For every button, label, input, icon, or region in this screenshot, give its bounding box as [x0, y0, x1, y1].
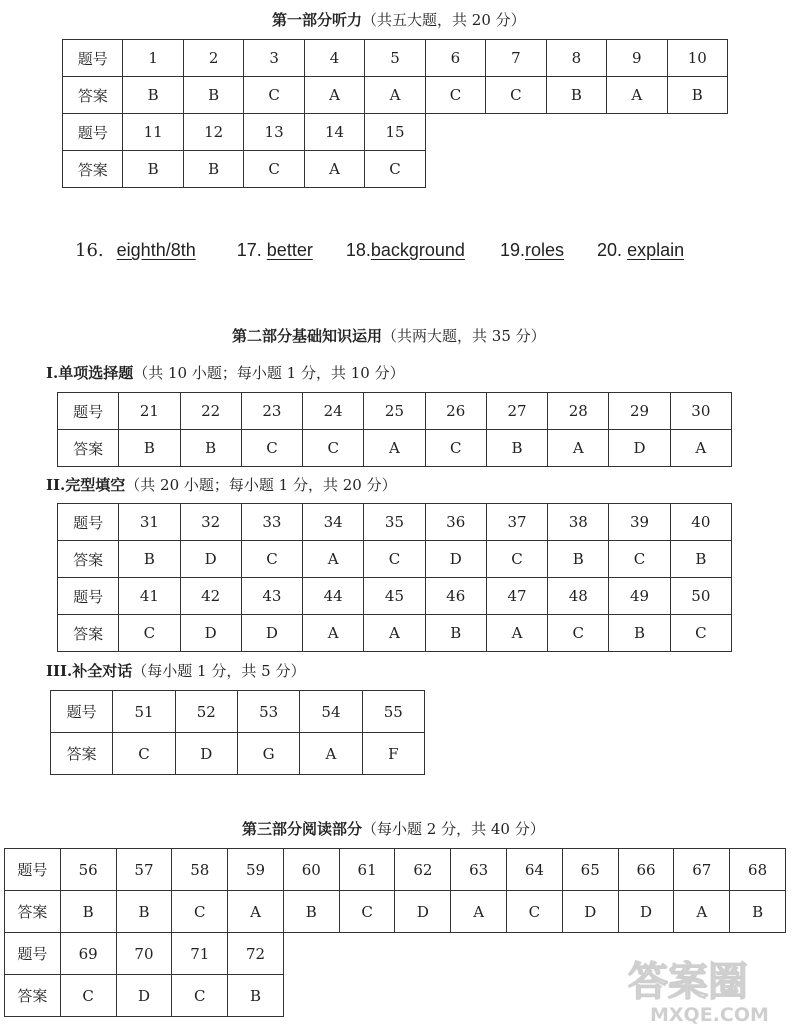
fill-item-18: 18.background: [345, 240, 465, 260]
row-header-cell: 答案: [58, 430, 119, 467]
answer-cell: 32: [180, 504, 241, 541]
answer-cell: 54: [300, 691, 362, 733]
answer-cell: 25: [364, 393, 425, 430]
row-header-cell: 答案: [58, 615, 119, 652]
answer-cell: 60: [283, 849, 339, 891]
empty-cell: [607, 114, 667, 151]
answer-cell: C: [339, 891, 395, 933]
table-row: [63, 114, 728, 151]
answer-cell: C: [486, 541, 547, 578]
answer-cell: 40: [670, 504, 731, 541]
empty-cell: [451, 933, 507, 975]
answer-cell: A: [304, 77, 364, 114]
answer-cell: B: [123, 77, 183, 114]
answer-cell: C: [364, 541, 425, 578]
answer-cell: B: [183, 77, 243, 114]
answer-cell: D: [180, 541, 241, 578]
row-header-cell: 题号: [5, 933, 61, 975]
answer-cell: C: [365, 151, 425, 188]
answer-cell: 28: [548, 393, 609, 430]
answer-cell: A: [364, 430, 425, 467]
answer-cell: B: [730, 891, 786, 933]
watermark-main-text: 答案圈: [628, 959, 748, 1005]
answer-cell: 59: [228, 849, 284, 891]
empty-cell: [395, 933, 451, 975]
empty-cell: [562, 975, 618, 1017]
answer-cell: 37: [486, 504, 547, 541]
fill-in-answers: [75, 240, 684, 261]
answer-cell: A: [364, 615, 425, 652]
answer-cell: 12: [183, 114, 243, 151]
answer-cell: 39: [609, 504, 670, 541]
empty-cell: [507, 933, 563, 975]
empty-cell: [283, 933, 339, 975]
row-header-cell: 答案: [5, 975, 61, 1017]
answer-cell: B: [119, 430, 180, 467]
row-header-cell: 题号: [63, 40, 123, 77]
answer-cell: 31: [119, 504, 180, 541]
fill-item-17: 17. better: [236, 240, 313, 260]
empty-cell: [486, 114, 546, 151]
answer-cell: 33: [241, 504, 302, 541]
answer-cell: A: [365, 77, 425, 114]
answer-cell: 7: [486, 40, 546, 77]
answer-cell: C: [172, 891, 228, 933]
empty-cell: [667, 151, 727, 188]
answer-cell: B: [546, 77, 606, 114]
answer-cell: C: [241, 541, 302, 578]
answer-cell: 49: [609, 578, 670, 615]
answer-cell: 5: [365, 40, 425, 77]
answer-cell: G: [237, 733, 299, 775]
answer-cell: A: [451, 891, 507, 933]
answer-cell: 27: [486, 393, 547, 430]
answer-cell: 2: [183, 40, 243, 77]
answer-cell: 66: [618, 849, 674, 891]
answer-cell: C: [548, 615, 609, 652]
answer-cell: 61: [339, 849, 395, 891]
answer-cell: B: [486, 430, 547, 467]
answer-cell: 47: [486, 578, 547, 615]
answer-cell: 69: [60, 933, 116, 975]
empty-cell: [546, 151, 606, 188]
table-row: [58, 541, 732, 578]
answer-cell: B: [183, 151, 243, 188]
answer-cell: 42: [180, 578, 241, 615]
answer-cell: 71: [172, 933, 228, 975]
row-header-cell: 答案: [58, 541, 119, 578]
answer-cell: 34: [303, 504, 364, 541]
row-header-cell: 题号: [63, 114, 123, 151]
answer-cell: C: [119, 615, 180, 652]
answer-cell: 70: [116, 933, 172, 975]
sec3-answer-table: [50, 690, 425, 775]
answer-cell: D: [116, 975, 172, 1017]
answer-cell: A: [300, 733, 362, 775]
sec1-answer-table: [57, 392, 732, 467]
fill-answer: explain: [627, 240, 685, 260]
empty-cell: [486, 151, 546, 188]
answer-cell: 67: [674, 849, 730, 891]
answer-cell: A: [674, 891, 730, 933]
answer-cell: 3: [244, 40, 304, 77]
answer-cell: A: [548, 430, 609, 467]
answer-cell: C: [244, 151, 304, 188]
answer-cell: D: [425, 541, 486, 578]
answer-cell: D: [618, 891, 674, 933]
part2-title-text: 第二部分基础知识运用: [232, 327, 383, 345]
answer-cell: D: [180, 615, 241, 652]
table-row: [63, 40, 728, 77]
answer-cell: A: [304, 151, 364, 188]
answer-cell: B: [670, 541, 731, 578]
answer-cell: 68: [730, 849, 786, 891]
answer-cell: C: [60, 975, 116, 1017]
answer-cell: 48: [548, 578, 609, 615]
sec2-title: II.完型填空（共 20 小题；每小题 1 分，共 20 分）: [46, 476, 397, 494]
answer-cell: 36: [425, 504, 486, 541]
row-header-cell: 题号: [58, 504, 119, 541]
answer-cell: B: [60, 891, 116, 933]
answer-cell: B: [425, 615, 486, 652]
answer-cell: A: [303, 541, 364, 578]
fill-answer: background: [370, 240, 465, 260]
answer-cell: 23: [241, 393, 302, 430]
answer-cell: B: [119, 541, 180, 578]
answer-cell: 11: [123, 114, 183, 151]
answer-cell: B: [667, 77, 727, 114]
answer-cell: D: [562, 891, 618, 933]
answer-cell: 44: [303, 578, 364, 615]
table-row: [58, 430, 732, 467]
empty-cell: [667, 114, 727, 151]
part3-title: [242, 818, 545, 839]
answer-cell: 29: [609, 393, 670, 430]
answer-cell: 45: [364, 578, 425, 615]
answer-cell: 50: [670, 578, 731, 615]
answer-cell: 26: [425, 393, 486, 430]
part3-title-note: （每小题 2 分，共 40 分）: [362, 820, 545, 838]
answer-cell: A: [303, 615, 364, 652]
fill-item-19: 19.roles: [499, 240, 565, 260]
table-row: [58, 504, 732, 541]
answer-cell: B: [609, 615, 670, 652]
answer-cell: 43: [241, 578, 302, 615]
answer-cell: 14: [304, 114, 364, 151]
answer-cell: 57: [116, 849, 172, 891]
answer-cell: 72: [228, 933, 284, 975]
answer-cell: D: [395, 891, 451, 933]
fill-item-20: 20. explain: [597, 240, 685, 260]
row-header-cell: 答案: [51, 733, 113, 775]
fill-answer: eighth/8th: [116, 240, 196, 260]
answer-cell: A: [670, 430, 731, 467]
sec3-title: III.补全对话（每小题 1 分，共 5 分）: [46, 662, 306, 680]
empty-cell: [507, 975, 563, 1017]
answer-cell: 13: [244, 114, 304, 151]
answer-cell: C: [241, 430, 302, 467]
answer-cell: C: [486, 77, 546, 114]
empty-cell: [425, 151, 485, 188]
watermark-sub-text: MXQE.COM: [650, 1004, 769, 1025]
answer-cell: 53: [237, 691, 299, 733]
answer-cell: A: [228, 891, 284, 933]
answer-cell: B: [548, 541, 609, 578]
part2-title: [232, 325, 546, 346]
fill-answer: better: [266, 240, 313, 260]
empty-cell: [546, 114, 606, 151]
answer-cell: C: [609, 541, 670, 578]
answer-cell: 22: [180, 393, 241, 430]
empty-cell: [451, 975, 507, 1017]
table-row: [51, 733, 425, 775]
answer-cell: 62: [395, 849, 451, 891]
fill-answer: roles: [525, 240, 565, 260]
answer-cell: 8: [546, 40, 606, 77]
answer-cell: 38: [548, 504, 609, 541]
part1-title-note: （共五大题，共 20 分）: [362, 11, 526, 29]
sec1-title: I.单项选择题（共 10 小题；每小题 1 分，共 10 分）: [46, 364, 405, 382]
empty-cell: [339, 975, 395, 1017]
empty-cell: [395, 975, 451, 1017]
answer-cell: 63: [451, 849, 507, 891]
part1-title: [272, 9, 526, 30]
answer-cell: 24: [303, 393, 364, 430]
answer-cell: A: [486, 615, 547, 652]
answer-cell: B: [283, 891, 339, 933]
answer-cell: 6: [425, 40, 485, 77]
answer-cell: 9: [607, 40, 667, 77]
part3-title-text: 第三部分阅读部分: [242, 820, 363, 838]
answer-cell: C: [244, 77, 304, 114]
watermark-logo: [620, 945, 790, 1025]
answer-cell: 1: [123, 40, 183, 77]
table-row: [5, 891, 786, 933]
answer-cell: 56: [60, 849, 116, 891]
table-row: [51, 691, 425, 733]
part1-answer-table: [62, 39, 728, 188]
empty-cell: [562, 933, 618, 975]
answer-cell: C: [425, 77, 485, 114]
row-header-cell: 题号: [58, 393, 119, 430]
answer-cell: C: [670, 615, 731, 652]
answer-cell: B: [228, 975, 284, 1017]
answer-cell: 64: [507, 849, 563, 891]
answer-cell: D: [609, 430, 670, 467]
table-row: [58, 578, 732, 615]
answer-cell: A: [607, 77, 667, 114]
table-row: [58, 393, 732, 430]
row-header-cell: 题号: [58, 578, 119, 615]
answer-cell: B: [180, 430, 241, 467]
answer-cell: C: [172, 975, 228, 1017]
answer-cell: 15: [365, 114, 425, 151]
answer-cell: D: [241, 615, 302, 652]
row-header-cell: 答案: [63, 151, 123, 188]
answer-cell: 30: [670, 393, 731, 430]
row-header-cell: 答案: [63, 77, 123, 114]
row-header-cell: 答案: [5, 891, 61, 933]
answer-cell: 35: [364, 504, 425, 541]
answer-cell: 41: [119, 578, 180, 615]
answer-cell: 58: [172, 849, 228, 891]
answer-cell: 55: [362, 691, 424, 733]
fill-item-16: 16. eighth/8th: [75, 240, 206, 260]
row-header-cell: 题号: [51, 691, 113, 733]
table-row: [63, 77, 728, 114]
table-row: [5, 849, 786, 891]
answer-cell: 10: [667, 40, 727, 77]
answer-cell: B: [116, 891, 172, 933]
table-row: [63, 151, 728, 188]
answer-cell: C: [507, 891, 563, 933]
answer-cell: 21: [119, 393, 180, 430]
answer-cell: B: [123, 151, 183, 188]
answer-cell: 4: [304, 40, 364, 77]
answer-cell: 52: [175, 691, 237, 733]
answer-cell: F: [362, 733, 424, 775]
empty-cell: [339, 933, 395, 975]
answer-cell: C: [303, 430, 364, 467]
empty-cell: [607, 151, 667, 188]
answer-cell: 46: [425, 578, 486, 615]
table-row: [58, 615, 732, 652]
part2-title-note: （共两大题，共 35 分）: [382, 327, 546, 345]
empty-cell: [283, 975, 339, 1017]
answer-cell: 51: [113, 691, 175, 733]
part1-title-text: 第一部分听力: [272, 11, 363, 29]
row-header-cell: 题号: [5, 849, 61, 891]
answer-cell: D: [175, 733, 237, 775]
answer-cell: C: [113, 733, 175, 775]
sec2-answer-table: [57, 503, 732, 652]
answer-cell: 65: [562, 849, 618, 891]
answer-cell: C: [425, 430, 486, 467]
empty-cell: [425, 114, 485, 151]
